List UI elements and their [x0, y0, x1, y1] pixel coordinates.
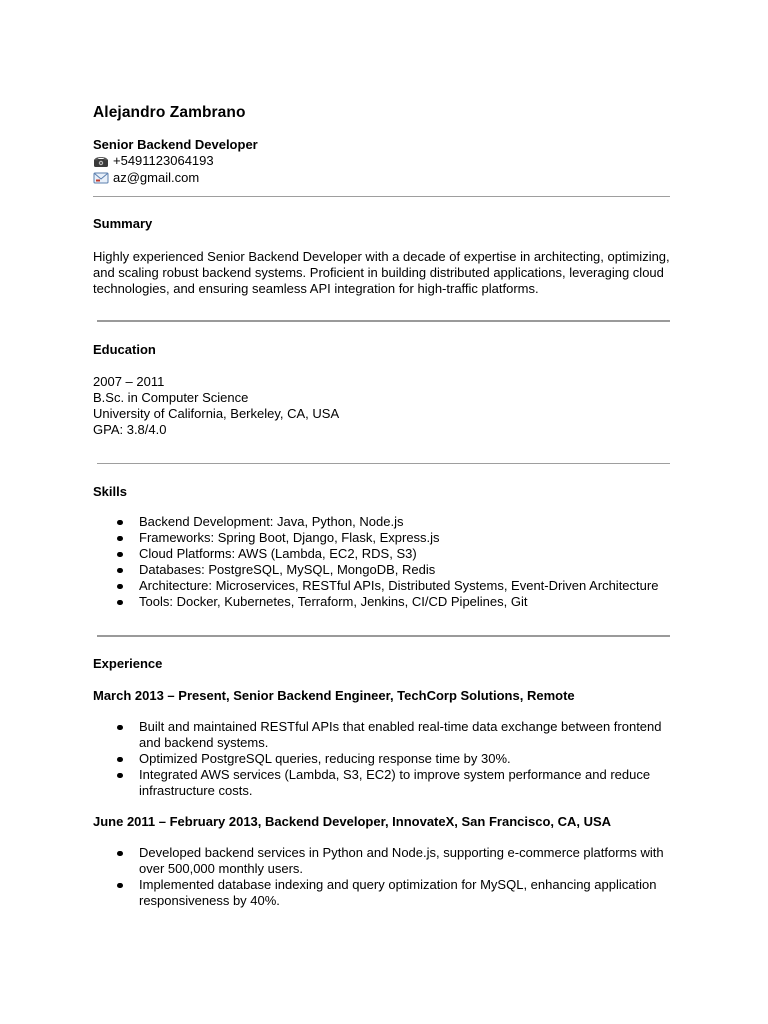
divider	[97, 320, 670, 322]
list-item: Backend Development: Java, Python, Node.js	[93, 514, 670, 530]
divider	[93, 196, 670, 197]
job-heading: June 2011 – February 2013, Backend Developer, InnovateX, San Francisco, CA, USA	[93, 814, 612, 829]
list-item: Implemented database indexing and query optimization for MySQL, enhancing application responsiveness by 40%.	[93, 877, 670, 909]
phone-contact	[93, 153, 214, 169]
education-gpa: GPA: 3.8/4.0	[93, 422, 167, 438]
divider	[97, 463, 670, 464]
summary-text: Highly experienced Senior Backend Developer with a decade of expertise in architecting, optimizing, and scaling robust backend systems. Proficient in building distributed applications, leveraging cloud technologies, and ensuring seamless API integration for high-traffic platforms.	[93, 249, 670, 297]
resume-page	[93, 0, 670, 1024]
summary-heading: Summary	[93, 216, 153, 231]
job-heading: March 2013 – Present, Senior Backend Engineer, TechCorp Solutions, Remote	[93, 688, 575, 703]
divider	[97, 635, 670, 637]
list-item: Tools: Docker, Kubernetes, Terraform, Jenkins, CI/CD Pipelines, Git	[93, 594, 670, 610]
list-item: Cloud Platforms: AWS (Lambda, EC2, RDS, S3)	[93, 546, 670, 562]
list-item: Architecture: Microservices, RESTful APIs, Distributed Systems, Event-Driven Architecture	[93, 578, 670, 594]
phone-icon	[93, 154, 109, 168]
education-heading: Education	[93, 342, 156, 357]
list-item: Developed backend services in Python and Node.js, supporting e-commerce platforms with over 500,000 monthly users.	[93, 845, 670, 877]
education-degree: B.Sc. in Computer Science	[93, 390, 249, 406]
email-contact	[93, 170, 199, 186]
skills-heading: Skills	[93, 484, 127, 499]
job-responsibilities	[93, 719, 670, 799]
skills-list	[93, 514, 670, 611]
education-years: 2007 – 2011	[93, 374, 165, 389]
experience-heading: Experience	[93, 656, 163, 671]
list-item: Integrated AWS services (Lambda, S3, EC2) to improve system performance and reduce infrastructure costs.	[93, 767, 670, 799]
education-school: University of California, Berkeley, CA, USA	[93, 406, 340, 422]
list-item: Optimized PostgreSQL queries, reducing response time by 30%.	[93, 751, 670, 767]
education-details	[93, 374, 339, 438]
job-responsibilities	[93, 845, 670, 909]
email-address[interactable]: az@gmail.com	[113, 170, 200, 185]
list-item: Frameworks: Spring Boot, Django, Flask, Express.js	[93, 530, 670, 546]
list-item: Built and maintained RESTful APIs that enabled real-time data exchange between frontend and backend systems.	[93, 719, 670, 751]
list-item: Databases: PostgreSQL, MySQL, MongoDB, Redis	[93, 562, 670, 578]
job-title: Senior Backend Developer	[93, 137, 258, 152]
phone-number: +5491123064193	[113, 153, 214, 168]
email-icon	[93, 171, 109, 185]
candidate-name: Alejandro Zambrano	[93, 104, 246, 121]
